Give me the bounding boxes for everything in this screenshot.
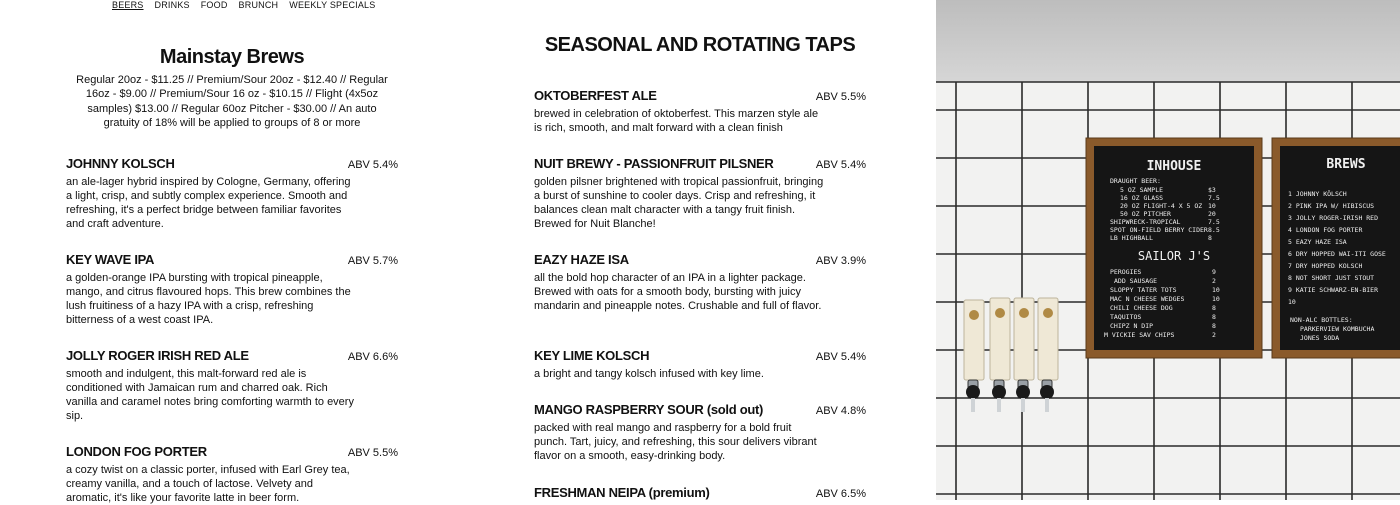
beer-name: LONDON FOG PORTER bbox=[66, 444, 207, 459]
beer-name: EAZY HAZE ISA bbox=[534, 252, 629, 267]
board-price: 8 bbox=[1212, 304, 1216, 312]
beer-name: OKTOBERFEST ALE bbox=[534, 88, 657, 103]
beer-description: smooth and indulgent, this malt-forward red ale is conditioned with Jamaican rum and charred oak. Rich vanilla and caramel notes bring comforting warmth to every sip. bbox=[66, 368, 354, 422]
beer-item bbox=[534, 156, 866, 231]
beer-name: KEY WAVE IPA bbox=[66, 252, 155, 267]
board-line: 4 LONDON FOG PORTER bbox=[1288, 226, 1363, 234]
board-line: SHIPWRECK-TROPICAL bbox=[1110, 218, 1181, 226]
beer-description: packed with real mango and raspberry for a bold fruit punch. Tart, juicy, and refreshing, this sour delivers vibrant flavor on a smooth, easy-drinking body. bbox=[534, 422, 817, 462]
board-price: 2 bbox=[1212, 277, 1216, 285]
board-price: 9 bbox=[1212, 268, 1216, 276]
board-line: TAQUITOS bbox=[1110, 313, 1142, 321]
board-price: 7.5 bbox=[1208, 218, 1220, 226]
beer-abv: ABV 5.4% bbox=[347, 159, 398, 171]
beer-name: KEY LIME KOLSCH bbox=[534, 348, 650, 363]
beer-item bbox=[534, 348, 866, 381]
nav-brunch[interactable]: BRUNCH bbox=[238, 0, 279, 10]
board-price: 20 bbox=[1208, 210, 1216, 218]
menu-board-brews bbox=[1272, 138, 1400, 358]
mainstay-pricing: Regular 20oz - $11.25 // Premium/Sour 20oz - $12.40 // Regular 16oz - $9.00 // Premium/Sour 16 oz - $10.15 // Flight (4x5oz samples) $13.00 // Regular 60oz Pitcher - $30.00 // An auto gratuity of 18% will be applied to groups of 8 or more bbox=[76, 74, 388, 129]
mainstay-title: Mainstay Brews bbox=[159, 46, 305, 68]
board-price: 10 bbox=[1212, 295, 1220, 303]
beer-description: an ale-lager hybrid inspired by Cologne, Germany, offering a light, crisp, and subtly complex experience. Smooth and refreshing, it's a perfect bridge between familiar favorites and craft adventure. bbox=[66, 176, 351, 230]
board-line: 10 bbox=[1288, 298, 1296, 306]
board-price: 10 bbox=[1208, 202, 1216, 210]
beer-name: JOHNNY KOLSCH bbox=[66, 156, 175, 171]
board-price: 8 bbox=[1212, 313, 1216, 321]
board-price: 7.5 bbox=[1208, 194, 1220, 202]
board-title: INHOUSE bbox=[1146, 159, 1202, 174]
board-line: JONES SODA bbox=[1300, 334, 1340, 342]
beer-abv: ABV 5.7% bbox=[347, 255, 398, 267]
nav-food[interactable]: FOOD bbox=[200, 0, 228, 10]
menu-board-inhouse bbox=[1086, 138, 1262, 358]
board-line: PEROGIES bbox=[1110, 268, 1142, 276]
beer-description: brewed in celebration of oktoberfest. This marzen style ale is rich, smooth, and malt forward with a clean finish bbox=[534, 108, 819, 134]
beer-description: a cozy twist on a classic porter, infused with Earl Grey tea, creamy vanilla, and a touch of lactose. Velvety and aromatic, it's like your favorite latte in beer form. bbox=[66, 464, 350, 504]
beer-item bbox=[534, 402, 866, 463]
board-price: 8 bbox=[1208, 234, 1212, 242]
beer-item bbox=[66, 348, 398, 423]
board-title: BREWS bbox=[1326, 157, 1366, 172]
board-line: NON-ALC BOTTLES: bbox=[1290, 316, 1353, 324]
menu-nav bbox=[112, 0, 375, 11]
nav-drinks[interactable]: DRINKS bbox=[154, 0, 190, 10]
beer-name: MANGO RASPBERRY SOUR (sold out) bbox=[534, 402, 764, 417]
board-price: 8 bbox=[1212, 322, 1216, 330]
board-line: 20 OZ FLIGHT-4 X 5 OZ bbox=[1120, 202, 1203, 210]
board-line: MAC N CHEESE WEDGES bbox=[1110, 295, 1185, 303]
board-line: DRAUGHT BEER: bbox=[1110, 177, 1161, 185]
board-line: 1 JOHNNY KÖLSCH bbox=[1288, 190, 1347, 198]
beer-abv: ABV 5.4% bbox=[815, 159, 866, 171]
beer-item bbox=[66, 252, 398, 327]
board-price: 2 bbox=[1212, 331, 1216, 339]
board-price: 10 bbox=[1212, 286, 1220, 294]
board-line: ADD SAUSAGE bbox=[1114, 277, 1158, 285]
board-line: PARKERVIEW KOMBUCHA bbox=[1300, 325, 1375, 333]
board-line: 16 OZ GLASS bbox=[1120, 194, 1164, 202]
seasonal-section bbox=[534, 34, 866, 500]
board-line: 50 OZ PITCHER bbox=[1120, 210, 1171, 218]
board-line: 3 JOLLY ROGER-IRISH RED bbox=[1288, 214, 1379, 222]
nav-beers[interactable]: BEERS bbox=[112, 0, 144, 10]
beer-description: all the bold hop character of an IPA in a lighter package. Brewed with oats for a smooth body, bursting with juicy mandarin and pineapple notes. Crushable and full of flavor. bbox=[534, 272, 822, 312]
board-subtitle: SAILOR J'S bbox=[1137, 249, 1211, 263]
beer-item bbox=[534, 252, 866, 313]
board-line: 5 OZ SAMPLE bbox=[1120, 186, 1164, 194]
board-price: 8.5 bbox=[1208, 226, 1220, 234]
beer-item bbox=[66, 156, 398, 231]
taproom-photo-svg bbox=[936, 0, 1400, 500]
beer-name: JOLLY ROGER IRISH RED ALE bbox=[66, 348, 249, 363]
beer-name: NUIT BREWY - PASSIONFRUIT PILSNER bbox=[534, 156, 774, 171]
board-line: 6 DRY HOPPED WAI-ITI GOSE bbox=[1288, 250, 1386, 258]
beer-abv: ABV 3.9% bbox=[815, 255, 866, 267]
board-line: SLOPPY TATER TOTS bbox=[1110, 286, 1177, 294]
beer-item bbox=[534, 88, 866, 135]
beer-name: FRESHMAN NEIPA (premium) bbox=[534, 485, 710, 500]
beer-item bbox=[534, 485, 866, 500]
board-line: 7 DRY HOPPED KOLSCH bbox=[1288, 262, 1363, 270]
board-line: SPOT ON-FIELD BERRY CIDER bbox=[1110, 226, 1208, 234]
beer-item bbox=[66, 444, 398, 505]
board-line: CHIPZ N DIP bbox=[1110, 322, 1154, 330]
mainstay-section bbox=[66, 44, 398, 504]
board-price: $3 bbox=[1208, 186, 1216, 194]
taproom-photo bbox=[936, 0, 1400, 500]
beer-abv: ABV 6.6% bbox=[347, 351, 398, 363]
board-line: M VICKIE SAV CHIPS bbox=[1104, 331, 1175, 339]
board-line: 5 EAZY HAZE ISA bbox=[1288, 238, 1347, 246]
beer-abv: ABV 5.5% bbox=[347, 447, 398, 459]
board-line: 9 KATIE SCHWARZ-EN-BIER bbox=[1288, 286, 1379, 294]
board-line: 2 PINK IPA W/ HIBISCUS bbox=[1288, 202, 1375, 210]
beer-abv: ABV 5.5% bbox=[815, 91, 866, 103]
board-line: 8 NOT SHORT JUST STOUT bbox=[1288, 274, 1375, 282]
beer-abv: ABV 5.4% bbox=[815, 351, 866, 363]
beer-abv: ABV 6.5% bbox=[815, 488, 866, 500]
beer-description: a golden-orange IPA bursting with tropical pineapple, mango, and citrus flavoured hops. This brew combines the lush fruitiness of a hazy IPA with a crisp, refreshing bitterness of a west coast IPA. bbox=[66, 272, 351, 326]
beer-description: a bright and tangy kolsch infused with key lime. bbox=[534, 368, 764, 380]
board-line: LB HIGHBALL bbox=[1110, 234, 1154, 242]
ceiling bbox=[936, 0, 1400, 82]
nav-weekly-specials[interactable]: WEEKLY SPECIALS bbox=[289, 0, 376, 10]
seasonal-title: SEASONAL AND ROTATING TAPS bbox=[544, 34, 856, 56]
board-line: CHILI CHEESE DOG bbox=[1110, 304, 1173, 312]
beer-abv: ABV 4.8% bbox=[815, 405, 866, 417]
beer-description: golden pilsner brightened with tropical passionfruit, bringing a burst of sunshine to cooler days. Crisp and refreshing, it balances clean malt character with a tangy fruit finish. Brewed for Nuit Blanche! bbox=[534, 176, 824, 230]
